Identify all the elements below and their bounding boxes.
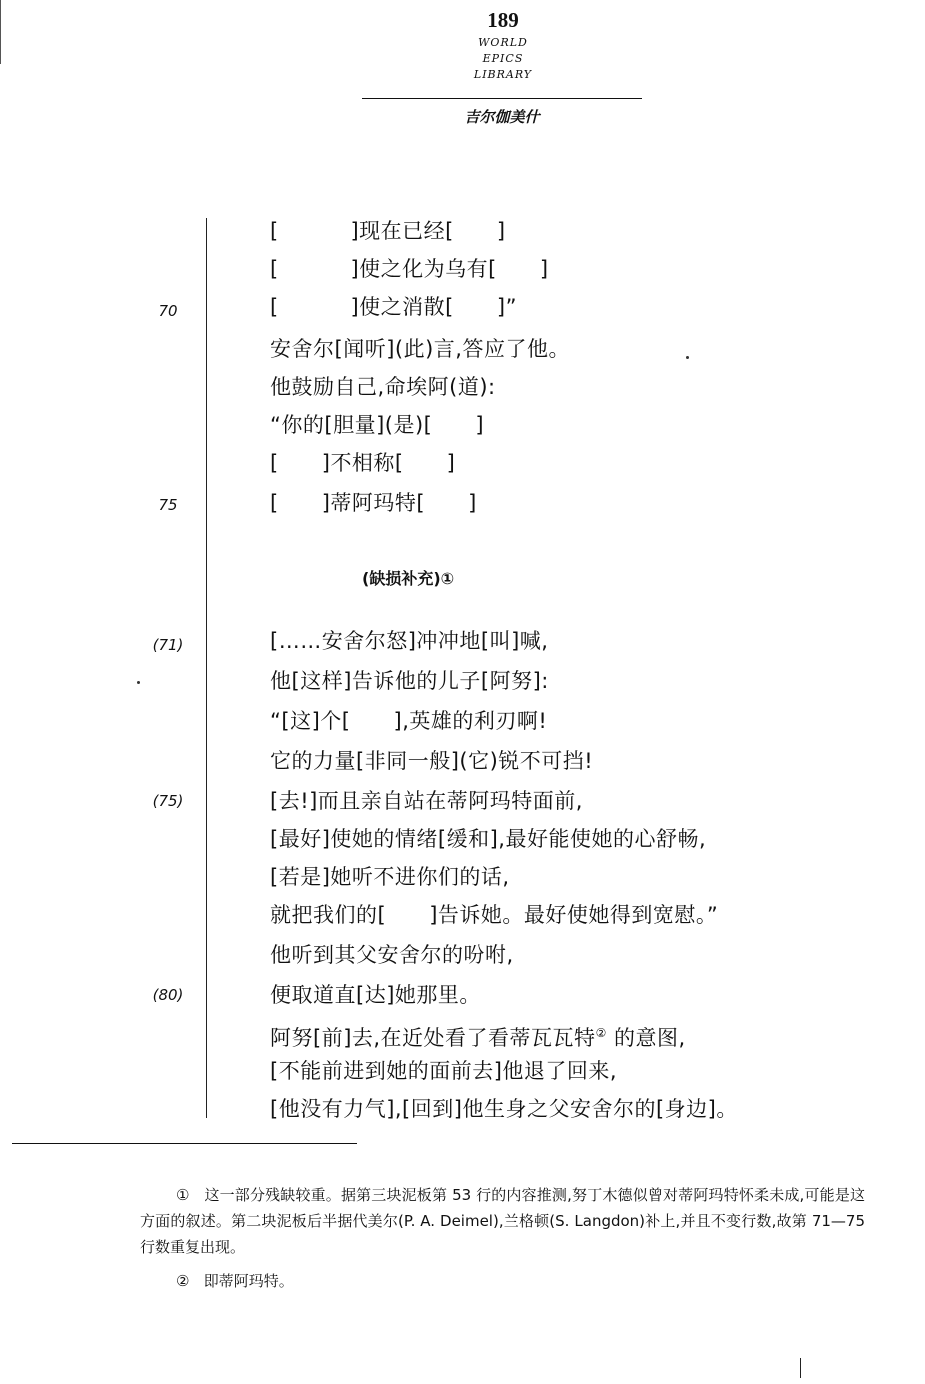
verse-line: 他[这样]告诉他的儿子[阿努]: [270, 669, 549, 693]
verse-line: “你的[胆量](是)[ ] [270, 413, 485, 437]
verse-line: [ ]蒂阿玛特[ ] [270, 491, 477, 515]
margin-rule [206, 218, 207, 1118]
footnote-mark: ② [176, 1272, 190, 1290]
verse-line: 它的力量[非同一般](它)锐不可挡! [270, 749, 594, 773]
section-heading-text: (缺损补充) [362, 569, 441, 588]
footnote-ref-2: ② [595, 1026, 607, 1040]
speck-mark [686, 356, 689, 359]
verse-line: “[这]个[ ],英雄的利刃啊! [270, 709, 548, 733]
footnote-1 [140, 1182, 865, 1260]
verse-line: [若是]她听不进你们的话, [270, 865, 510, 889]
speck-mark [137, 681, 140, 684]
line-number: (75) [152, 792, 184, 810]
verse-line: 安舍尔[闻听](此)言,答应了他。 [270, 337, 570, 361]
verse-line: [他没有力气],[回到]他生身之父安舍尔的[身边]。 [270, 1097, 738, 1121]
verse-line: [ ]不相称[ ] [270, 451, 456, 475]
verse-line: [不能前进到她的面前去]他退了回来, [270, 1059, 618, 1083]
verse-line: [最好]使她的情绪[缓和],最好能使她的心舒畅, [270, 827, 707, 851]
verse-line: 他听到其父安舍尔的吩咐, [270, 943, 514, 967]
verse-line: 他鼓励自己,命埃阿(道): [270, 375, 496, 399]
page-number: 189 [487, 8, 519, 32]
line-number: 70 [158, 302, 178, 320]
series-logo-line-3: LIBRARY [473, 68, 533, 81]
running-title: 吉尔伽美什 [464, 108, 540, 126]
footnote-2 [140, 1268, 865, 1294]
verse-line: [ ]使之消散[ ]” [270, 295, 517, 319]
verse-line [270, 1018, 686, 1053]
series-logo-line-1: WORLD [478, 36, 528, 49]
verse-line: 便取道直[达]她那里。 [270, 983, 481, 1007]
section-heading [362, 566, 454, 589]
line-number: (80) [152, 986, 184, 1004]
footnote-mark: ① [176, 1186, 190, 1204]
line-number: (71) [152, 636, 184, 654]
verse-line-text: 阿努[前]去,在近处看了看蒂瓦瓦特 [270, 1026, 596, 1050]
footnote-text: 这一部分残缺较重。据第三块泥板第 53 行的内容推测,努丁木德似曾对蒂阿玛特怀柔未成,可能是这方面的叙述。第二块泥板后半据代美尔(P. A. Deimel),兰格顿(S. Langdon)补上,并且不变行数,故第 71—75 行数重复出现。 [140, 1186, 865, 1256]
header-rule [362, 98, 642, 99]
verse-line-tail: 的意图, [606, 1026, 686, 1050]
verse-line: [ ]使之化为乌有[ ] [270, 257, 549, 281]
verse-line: [去!]而且亲自站在蒂阿玛特面前, [270, 789, 583, 813]
verse-line: [……安舍尔怒]冲冲地[叫]喊, [270, 629, 549, 653]
stray-mark [800, 1358, 801, 1378]
verse-line: [ ]现在已经[ ] [270, 219, 506, 243]
verse-line: 就把我们的[ ]告诉她。最好使她得到宽慰。” [270, 903, 719, 927]
line-number: 75 [158, 496, 178, 514]
footnote-ref-1: ① [440, 569, 455, 588]
series-logo-line-2: EPICS [482, 52, 524, 65]
footnote-rule [12, 1143, 357, 1144]
footnote-text: 即蒂阿玛特。 [203, 1272, 294, 1290]
